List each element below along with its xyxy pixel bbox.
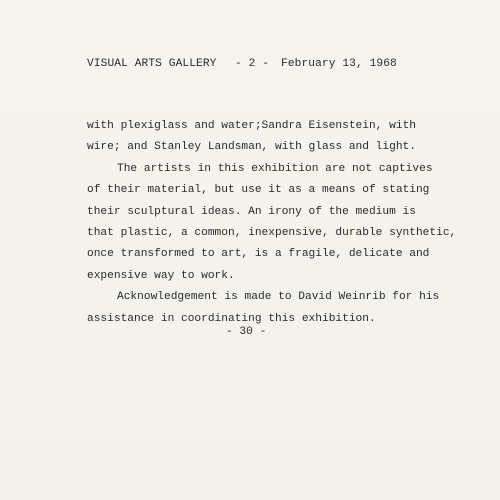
- text-line: with plexiglass and water;Sandra Eisenstein, with: [87, 120, 416, 132]
- text-line: wire; and Stanley Landsman, with glass and light.: [87, 141, 416, 154]
- text-line: assistance in coordinating this exhibition.: [87, 312, 376, 325]
- text-line: expensive way to work.: [87, 269, 235, 282]
- header-date: February 13, 1968: [281, 58, 397, 70]
- header-page-number: - 2 -: [235, 58, 270, 70]
- paragraph-start-line: The artists in this exhibition are not captives: [117, 162, 433, 175]
- header-gallery-name: VISUAL ARTS GALLERY: [87, 58, 217, 70]
- text-line: that plastic, a common, inexpensive, durable synthetic,: [87, 226, 457, 239]
- body-text: [87, 116, 457, 330]
- paragraph-start-line: Acknowledgement is made to David Weinrib for his: [117, 291, 440, 304]
- text-line: of their material, but use it as a means of stating: [87, 184, 430, 197]
- text-line: once transformed to art, is a fragile, delicate and: [87, 248, 430, 261]
- end-mark: - 30 -: [226, 326, 267, 338]
- text-line: their sculptural ideas. An irony of the medium is: [87, 205, 416, 218]
